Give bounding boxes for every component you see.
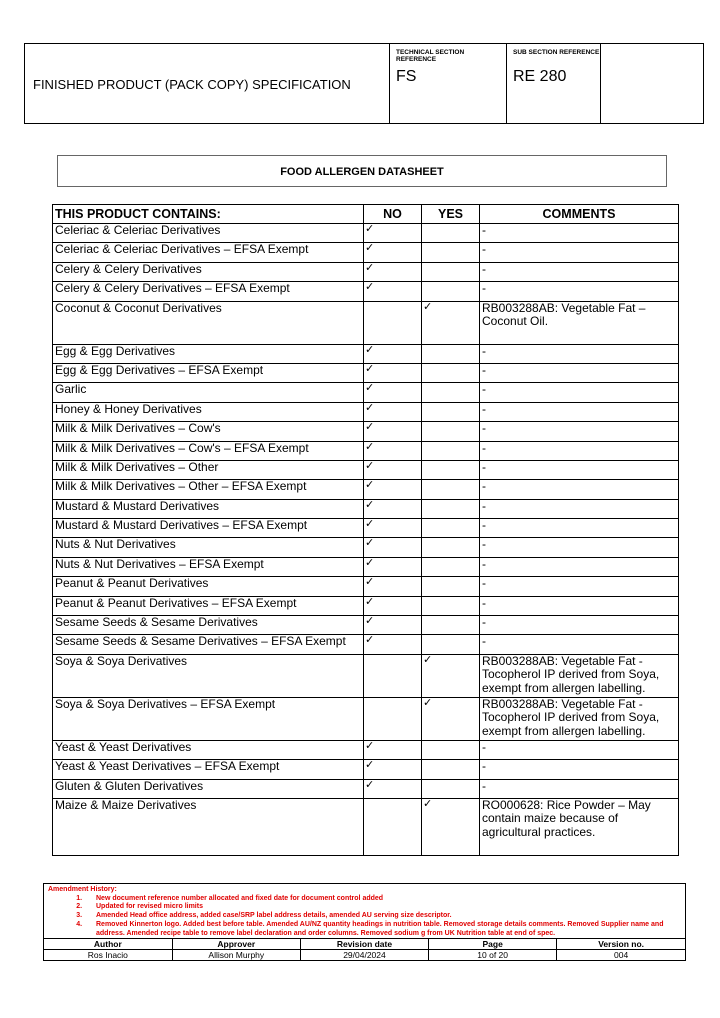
allergen-name bbox=[53, 538, 364, 557]
comment-cell bbox=[480, 760, 679, 779]
allergen-row bbox=[53, 243, 679, 262]
comment-cell bbox=[480, 243, 679, 262]
comment-cell bbox=[480, 779, 679, 798]
comment-cell-text: - bbox=[482, 499, 486, 513]
no-cell bbox=[364, 422, 422, 441]
comment-cell bbox=[480, 635, 679, 654]
allergen-name-text: Milk & Milk Derivatives – Cow's – EFSA Exempt bbox=[55, 441, 309, 455]
yes-cell bbox=[422, 519, 480, 538]
comment-cell-text: RB003288AB: Vegetable Fat - Tocopherol IP derived from Soya, exempt from allergen labelling. bbox=[482, 654, 660, 695]
amendment-item: 2. Updated for revised micro limits bbox=[84, 903, 681, 912]
allergen-name bbox=[53, 616, 364, 635]
yes-cell bbox=[422, 697, 480, 740]
allergen-row bbox=[53, 654, 679, 697]
allergen-name-text: Coconut & Coconut Derivatives bbox=[55, 301, 222, 315]
amendment-list bbox=[48, 895, 681, 939]
document-header bbox=[24, 43, 704, 124]
checkmark-icon: ✓ bbox=[365, 344, 375, 356]
comment-cell-text: - bbox=[482, 537, 486, 552]
yes-cell bbox=[422, 596, 480, 615]
amendment-history bbox=[44, 884, 685, 938]
sub-ref-label: SUB SECTION REFERENCE bbox=[513, 49, 600, 56]
comment-cell-text: - bbox=[482, 382, 486, 397]
comment-cell bbox=[480, 460, 679, 479]
allergen-table-header bbox=[53, 205, 679, 224]
yes-cell bbox=[422, 262, 480, 281]
allergen-name bbox=[53, 460, 364, 479]
allergen-name bbox=[53, 422, 364, 441]
yes-cell bbox=[422, 538, 480, 557]
allergen-name bbox=[53, 441, 364, 460]
comment-cell bbox=[480, 441, 679, 460]
comment-cell-text: - bbox=[482, 460, 486, 474]
allergen-name bbox=[53, 577, 364, 596]
approver-value: Allison Murphy bbox=[172, 950, 300, 961]
checkmark-icon: ✓ bbox=[365, 576, 375, 589]
no-cell bbox=[364, 557, 422, 576]
comment-cell bbox=[480, 262, 679, 281]
allergen-name-text: Milk & Milk Derivatives – Cow's bbox=[55, 421, 221, 436]
allergen-name bbox=[53, 480, 364, 499]
comment-cell bbox=[480, 519, 679, 538]
no-cell bbox=[364, 460, 422, 479]
revision-date-header: Revision date bbox=[300, 939, 428, 950]
no-cell bbox=[364, 616, 422, 635]
allergen-table bbox=[52, 204, 679, 856]
comment-cell bbox=[480, 538, 679, 557]
allergen-row bbox=[53, 363, 679, 382]
tech-ref-label: TECHNICAL SECTION REFERENCE bbox=[396, 49, 465, 63]
author-header: Author bbox=[44, 939, 172, 950]
no-cell bbox=[364, 760, 422, 779]
comment-cell bbox=[480, 363, 679, 382]
comment-cell bbox=[480, 301, 679, 344]
allergen-name bbox=[53, 519, 364, 538]
allergen-name bbox=[53, 402, 364, 421]
header-blank-cell bbox=[600, 44, 704, 123]
no-cell bbox=[364, 441, 422, 460]
comment-cell-text: - bbox=[482, 421, 486, 436]
yes-cell bbox=[422, 760, 480, 779]
checkmark-icon: ✓ bbox=[423, 798, 433, 810]
checkmark-icon: ✓ bbox=[365, 634, 375, 647]
checkmark-icon: ✓ bbox=[365, 557, 375, 569]
checkmark-icon: ✓ bbox=[365, 759, 375, 772]
allergen-name bbox=[53, 383, 364, 402]
checkmark-icon: ✓ bbox=[365, 281, 375, 294]
allergen-name bbox=[53, 363, 364, 382]
allergen-name-text: Mustard & Mustard Derivatives – EFSA Exempt bbox=[55, 518, 308, 533]
comment-cell-text: - bbox=[482, 615, 486, 630]
allergen-name bbox=[53, 282, 364, 301]
allergen-name-text: Celery & Celery Derivatives bbox=[55, 262, 202, 276]
technical-section-reference bbox=[389, 44, 506, 123]
allergen-name-text: Yeast & Yeast Derivatives – EFSA Exempt bbox=[55, 759, 280, 774]
allergen-name-text: Sesame Seeds & Sesame Derivatives bbox=[55, 615, 258, 630]
comment-cell-text: - bbox=[482, 634, 486, 649]
allergen-row bbox=[53, 798, 679, 855]
allergen-name bbox=[53, 224, 364, 243]
checkmark-icon: ✓ bbox=[365, 262, 375, 274]
checkmark-icon: ✓ bbox=[365, 363, 375, 375]
signoff-header-row bbox=[44, 939, 685, 950]
comment-cell bbox=[480, 480, 679, 499]
comment-cell bbox=[480, 282, 679, 301]
no-cell bbox=[364, 262, 422, 281]
yes-cell bbox=[422, 301, 480, 344]
allergen-row bbox=[53, 383, 679, 402]
no-cell bbox=[364, 779, 422, 798]
comment-cell-text: - bbox=[482, 281, 486, 296]
allergen-row bbox=[53, 441, 679, 460]
allergen-name bbox=[53, 557, 364, 576]
allergen-name-text: Honey & Honey Derivatives bbox=[55, 402, 202, 416]
comment-cell-text: - bbox=[482, 479, 486, 494]
yes-cell bbox=[422, 243, 480, 262]
comment-cell-text: - bbox=[482, 242, 486, 257]
allergen-row bbox=[53, 460, 679, 479]
no-cell bbox=[364, 363, 422, 382]
allergen-name-text: Milk & Milk Derivatives – Other bbox=[55, 460, 219, 474]
allergen-name bbox=[53, 697, 364, 740]
checkmark-icon: ✓ bbox=[365, 518, 375, 531]
yes-cell bbox=[422, 635, 480, 654]
version-header: Version no. bbox=[557, 939, 685, 950]
allergen-name-text: Nuts & Nut Derivatives – EFSA Exempt bbox=[55, 557, 264, 571]
comment-cell-text: - bbox=[482, 576, 486, 591]
allergen-name-text: Garlic bbox=[55, 382, 87, 397]
yes-cell bbox=[422, 363, 480, 382]
allergen-row bbox=[53, 779, 679, 798]
comment-cell bbox=[480, 344, 679, 363]
checkmark-icon: ✓ bbox=[365, 479, 375, 492]
no-cell bbox=[364, 402, 422, 421]
checkmark-icon: ✓ bbox=[365, 537, 375, 550]
comment-cell bbox=[480, 616, 679, 635]
yes-cell bbox=[422, 480, 480, 499]
yes-cell bbox=[422, 740, 480, 759]
comment-cell-text: - bbox=[482, 223, 486, 237]
allergen-row bbox=[53, 519, 679, 538]
yes-cell bbox=[422, 798, 480, 855]
checkmark-icon: ✓ bbox=[365, 740, 375, 752]
allergen-name bbox=[53, 596, 364, 615]
checkmark-icon: ✓ bbox=[365, 402, 375, 414]
allergen-name bbox=[53, 301, 364, 344]
allergen-row bbox=[53, 224, 679, 243]
checkmark-icon: ✓ bbox=[365, 615, 375, 628]
comment-cell-text: - bbox=[482, 557, 486, 571]
header-yes: YES bbox=[422, 205, 480, 224]
yes-cell bbox=[422, 422, 480, 441]
no-cell bbox=[364, 635, 422, 654]
yes-cell bbox=[422, 441, 480, 460]
comment-cell-text: - bbox=[482, 596, 486, 610]
yes-cell bbox=[422, 616, 480, 635]
tech-ref-value: FS bbox=[396, 68, 417, 85]
allergen-name-text: Celeriac & Celeriac Derivatives bbox=[55, 223, 221, 237]
allergen-name bbox=[53, 243, 364, 262]
allergen-name-text: Gluten & Gluten Derivatives bbox=[55, 779, 204, 793]
allergen-row bbox=[53, 557, 679, 576]
comment-cell bbox=[480, 422, 679, 441]
comment-cell bbox=[480, 383, 679, 402]
allergen-row bbox=[53, 616, 679, 635]
no-cell bbox=[364, 538, 422, 557]
approver-header: Approver bbox=[172, 939, 300, 950]
revision-date-value: 29/04/2024 bbox=[300, 950, 428, 961]
checkmark-icon: ✓ bbox=[423, 697, 433, 709]
amendment-item: 3. Amended Head office address, added case/SRP label address details, amended AU serving size descriptor. bbox=[84, 912, 681, 921]
yes-cell bbox=[422, 383, 480, 402]
comment-cell-text: - bbox=[482, 344, 486, 358]
allergen-name-text: Peanut & Peanut Derivatives – EFSA Exempt bbox=[55, 596, 297, 610]
allergen-row bbox=[53, 422, 679, 441]
checkmark-icon: ✓ bbox=[365, 223, 375, 235]
allergen-row bbox=[53, 538, 679, 557]
header-no: NO bbox=[364, 205, 422, 224]
sub-ref-value: RE 280 bbox=[513, 68, 567, 85]
allergen-name-text: Mustard & Mustard Derivatives bbox=[55, 499, 220, 513]
allergen-name-text: Maize & Maize Derivatives bbox=[55, 798, 197, 812]
checkmark-icon: ✓ bbox=[365, 382, 375, 395]
no-cell bbox=[364, 499, 422, 518]
no-cell bbox=[364, 654, 422, 697]
amendment-title: Amendment History: bbox=[48, 886, 117, 893]
comment-cell-text: - bbox=[482, 363, 486, 377]
allergen-name bbox=[53, 262, 364, 281]
allergen-name-text: Yeast & Yeast Derivatives bbox=[55, 740, 192, 754]
no-cell bbox=[364, 596, 422, 615]
checkmark-icon: ✓ bbox=[365, 441, 375, 453]
allergen-name-text: Milk & Milk Derivatives – Other – EFSA Exempt bbox=[55, 479, 307, 494]
no-cell bbox=[364, 243, 422, 262]
no-cell bbox=[364, 301, 422, 344]
yes-cell bbox=[422, 224, 480, 243]
no-cell bbox=[364, 282, 422, 301]
allergen-row bbox=[53, 596, 679, 615]
comment-cell bbox=[480, 740, 679, 759]
comment-cell bbox=[480, 798, 679, 855]
allergen-name-text: Sesame Seeds & Sesame Derivatives – EFSA Exempt bbox=[55, 634, 346, 649]
no-cell bbox=[364, 577, 422, 596]
checkmark-icon: ✓ bbox=[365, 596, 375, 608]
yes-cell bbox=[422, 282, 480, 301]
comment-cell bbox=[480, 596, 679, 615]
yes-cell bbox=[422, 460, 480, 479]
checkmark-icon: ✓ bbox=[423, 654, 433, 666]
comment-cell bbox=[480, 499, 679, 518]
document-footer bbox=[43, 883, 686, 961]
comment-cell bbox=[480, 654, 679, 697]
allergen-name bbox=[53, 344, 364, 363]
allergen-row bbox=[53, 282, 679, 301]
comment-cell bbox=[480, 577, 679, 596]
comment-cell-text: - bbox=[482, 262, 486, 276]
checkmark-icon: ✓ bbox=[365, 242, 375, 255]
allergen-name-text: Celeriac & Celeriac Derivatives – EFSA Exempt bbox=[55, 242, 309, 257]
allergen-name bbox=[53, 779, 364, 798]
allergen-row bbox=[53, 480, 679, 499]
comment-cell bbox=[480, 557, 679, 576]
checkmark-icon: ✓ bbox=[423, 301, 433, 313]
allergen-row bbox=[53, 344, 679, 363]
comment-cell-text: - bbox=[482, 740, 486, 754]
allergen-row bbox=[53, 577, 679, 596]
header-comments: COMMENTS bbox=[480, 205, 679, 224]
no-cell bbox=[364, 519, 422, 538]
allergen-name bbox=[53, 740, 364, 759]
yes-cell bbox=[422, 557, 480, 576]
yes-cell bbox=[422, 344, 480, 363]
no-cell bbox=[364, 344, 422, 363]
comment-cell-text: - bbox=[482, 402, 486, 416]
allergen-row bbox=[53, 262, 679, 281]
allergen-name bbox=[53, 499, 364, 518]
amendment-item: 4. Removed Kinnerton logo. Added best before table. Amended AU/NZ quantity headings in nutrition table. Removed storage details comments. Removed Supplier name and address. Amended recipe table to remove label declaration and order columns. Removed sodium g from UK Nutrition table at end of spec. bbox=[84, 921, 681, 938]
checkmark-icon: ✓ bbox=[365, 460, 375, 472]
allergen-name-text: Peanut & Peanut Derivatives bbox=[55, 576, 209, 591]
amendment-item: 1. New document reference number allocated and fixed date for document control added bbox=[84, 895, 681, 904]
comment-cell-text: - bbox=[482, 518, 486, 533]
yes-cell bbox=[422, 577, 480, 596]
comment-cell-text: - bbox=[482, 441, 486, 455]
yes-cell bbox=[422, 779, 480, 798]
comment-cell-text: - bbox=[482, 759, 486, 774]
allergen-name bbox=[53, 635, 364, 654]
sub-section-reference bbox=[506, 44, 600, 123]
no-cell bbox=[364, 697, 422, 740]
allergen-name bbox=[53, 654, 364, 697]
no-cell bbox=[364, 740, 422, 759]
checkmark-icon: ✓ bbox=[365, 421, 375, 434]
allergen-name bbox=[53, 760, 364, 779]
page-header: Page bbox=[429, 939, 557, 950]
comment-cell bbox=[480, 697, 679, 740]
version-value: 004 bbox=[557, 950, 685, 961]
allergen-name-text: Egg & Egg Derivatives – EFSA Exempt bbox=[55, 363, 264, 377]
allergen-name-text: Egg & Egg Derivatives bbox=[55, 344, 176, 358]
comment-cell-text: - bbox=[482, 779, 486, 793]
signoff-value-row bbox=[44, 950, 685, 961]
allergen-row bbox=[53, 301, 679, 344]
checkmark-icon: ✓ bbox=[365, 779, 375, 791]
yes-cell bbox=[422, 402, 480, 421]
allergen-name-text: Soya & Soya Derivatives – EFSA Exempt bbox=[55, 697, 276, 711]
yes-cell bbox=[422, 654, 480, 697]
allergen-row bbox=[53, 740, 679, 759]
allergen-name-text: Celery & Celery Derivatives – EFSA Exempt bbox=[55, 281, 290, 296]
comment-cell bbox=[480, 402, 679, 421]
datasheet-title: FOOD ALLERGEN DATASHEET bbox=[57, 155, 667, 187]
comment-cell-text: RO000628: Rice Powder – May contain maize because of agricultural practices. bbox=[482, 798, 651, 839]
comment-cell bbox=[480, 224, 679, 243]
allergen-name-text: Nuts & Nut Derivatives bbox=[55, 537, 176, 552]
allergen-row bbox=[53, 760, 679, 779]
comment-cell-text: RB003288AB: Vegetable Fat - Tocopherol IP derived from Soya, exempt from allergen labelling. bbox=[482, 697, 660, 738]
header-contains: THIS PRODUCT CONTAINS: bbox=[53, 205, 364, 224]
allergen-name bbox=[53, 798, 364, 855]
yes-cell bbox=[422, 499, 480, 518]
author-value: Ros Inacio bbox=[44, 950, 172, 961]
document-title: FINISHED PRODUCT (PACK COPY) SPECIFICATION bbox=[33, 77, 351, 92]
allergen-row bbox=[53, 635, 679, 654]
comment-cell-text: RB003288AB: Vegetable Fat – Coconut Oil. bbox=[482, 301, 646, 329]
no-cell bbox=[364, 224, 422, 243]
allergen-row bbox=[53, 402, 679, 421]
allergen-row bbox=[53, 697, 679, 740]
page-number-value: 10 of 20 bbox=[429, 950, 557, 961]
allergen-row bbox=[53, 499, 679, 518]
no-cell bbox=[364, 480, 422, 499]
signoff-table bbox=[44, 938, 685, 960]
allergen-name-text: Soya & Soya Derivatives bbox=[55, 654, 188, 668]
no-cell bbox=[364, 383, 422, 402]
checkmark-icon: ✓ bbox=[365, 499, 375, 511]
no-cell bbox=[364, 798, 422, 855]
